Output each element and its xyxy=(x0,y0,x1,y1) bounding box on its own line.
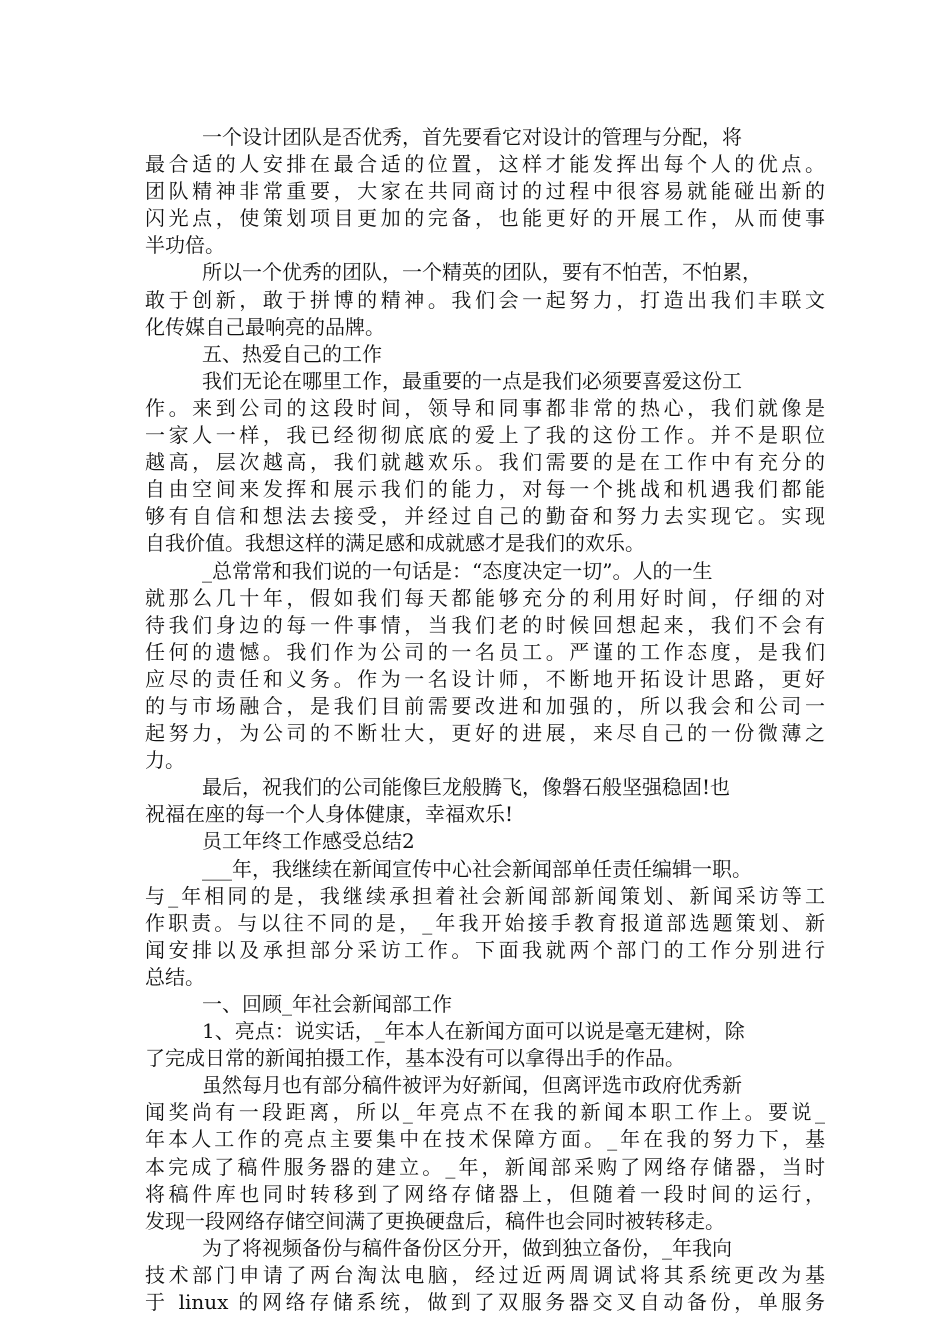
text-line: 一家人一样，我已经彻彻底底的爱上了我的这份工作。并不是职位 xyxy=(145,423,825,448)
text-line: 本完成了稿件服务器的建立。_年，新闻部采购了网络存储器，当时 xyxy=(145,1154,825,1179)
text-line: 敢于创新，敢于拼博的精神。我们会一起努力，打造出我们丰联文 xyxy=(145,287,825,312)
text-line: _总常常和我们说的一句话是：“态度决定一切”。人的一生 xyxy=(202,558,713,583)
section-heading: 员工年终工作感受总结2 xyxy=(202,829,415,854)
text-line: 我们无论在哪里工作，最重要的一点是我们必须要喜爱这份工 xyxy=(202,368,742,393)
text-line: 最后，祝我们的公司能像巨龙般腾飞，像磐石般坚强稳固!也 xyxy=(202,775,731,800)
text-line: 与_年相同的是，我继续承担着社会新闻部新闻策划、新闻采访等工 xyxy=(145,883,825,908)
text-line: 待我们身边的每一件事情，当我们老的时候回想起来，我们不会有 xyxy=(145,612,825,637)
text-line: 1、亮点：说实话，_年本人在新闻方面可以说是毫无建树，除 xyxy=(202,1019,745,1044)
text-line: 任何的遗憾。我们作为公司的一名员工。严谨的工作态度，是我们 xyxy=(145,639,825,664)
text-line: 力。 xyxy=(145,748,185,773)
text-line: ___年，我继续在新闻宣传中心社会新闻部单任责任编辑一职。 xyxy=(202,856,752,881)
text-line: 越高，层次越高，我们就越欢乐。我们需要的是在工作中有充分的 xyxy=(145,450,825,475)
text-line: 所以一个优秀的团队，一个精英的团队，要有不怕苦，不怕累， xyxy=(202,260,762,285)
text-line: 发现一段网络存储空间满了更换硬盘后，稿件也会同时被转移走。 xyxy=(145,1208,725,1233)
text-line: 最合适的人安排在最合适的位置，这样才能发挥出每个人的优点。 xyxy=(145,152,825,177)
text-line: 够有自信和想法去接受，并经过自己的勤奋和努力去实现它。实现 xyxy=(145,504,825,529)
text-line: 作。来到公司的这段时间，领导和同事都非常的热心，我们就像是 xyxy=(145,395,825,420)
text-line: 闻安排以及承担部分采访工作。下面我就两个部门的工作分别进行 xyxy=(145,937,825,962)
text-line: 祝福在座的每一个人身体健康，幸福欢乐! xyxy=(145,802,514,827)
text-line: 团队精神非常重要，大家在共同商讨的过程中很容易就能碰出新的 xyxy=(145,179,825,204)
text-line: 了完成日常的新闻拍摄工作，基本没有可以拿得出手的作品。 xyxy=(145,1046,685,1071)
text-line: 的与市场融合，是我们目前需要改进和加强的，所以我会和公司一 xyxy=(145,693,825,718)
text-line: 起努力，为公司的不断壮大，更好的进展，来尽自己的一份微薄之 xyxy=(145,721,825,746)
document-body xyxy=(145,124,825,1316)
text-line: 总结。 xyxy=(145,964,205,989)
text-line: 为了将视频备份与稿件备份区分开，做到独立备份，_年我向 xyxy=(202,1235,732,1260)
text-line: 自我价值。我想这样的满足感和成就感才是我们的欢乐。 xyxy=(145,531,645,556)
text-line: 技术部门申请了两台淘汰电脑，经过近两周调试将其系统更改为基 xyxy=(145,1262,825,1287)
text-line: 作职责。与以往不同的是，_年我开始接手教育报道部选题策划、新 xyxy=(145,910,825,935)
text-line: 于 linux 的网络存储系统，做到了双服务器交叉自动备份，单服务 xyxy=(145,1290,825,1315)
text-line: 化传媒自己最响亮的品牌。 xyxy=(145,314,385,339)
section-heading: 五、热爱自己的工作 xyxy=(202,341,382,366)
text-line: 将稿件库也同时转移到了网络存储器上，但随着一段时间的运行， xyxy=(145,1181,825,1206)
text-line: 自由空间来发挥和展示我们的能力，对每一个挑战和机遇我们都能 xyxy=(145,477,825,502)
section-heading: 一、回顾_年社会新闻部工作 xyxy=(202,992,452,1016)
text-line: 应尽的责任和义务。作为一名设计师，不断地开拓设计思路，更好 xyxy=(145,666,825,691)
text-line: 就那么几十年，假如我们每天都能够充分的利用好时间，仔细的对 xyxy=(145,585,825,610)
text-line: 年本人工作的亮点主要集中在技术保障方面。_年在我的努力下，基 xyxy=(145,1127,825,1152)
text-line: 一个设计团队是否优秀，首先要看它对设计的管理与分配，将 xyxy=(202,125,742,149)
text-line: 半功倍。 xyxy=(145,233,225,258)
text-line: 闻奖尚有一段距离，所以_年亮点不在我的新闻本职工作上。要说_ xyxy=(145,1100,825,1125)
text-line: 闪光点，使策划项目更加的完备，也能更好的开展工作，从而使事 xyxy=(145,206,825,231)
text-line: 虽然每月也有部分稿件被评为好新闻，但离评选市政府优秀新 xyxy=(202,1073,742,1098)
